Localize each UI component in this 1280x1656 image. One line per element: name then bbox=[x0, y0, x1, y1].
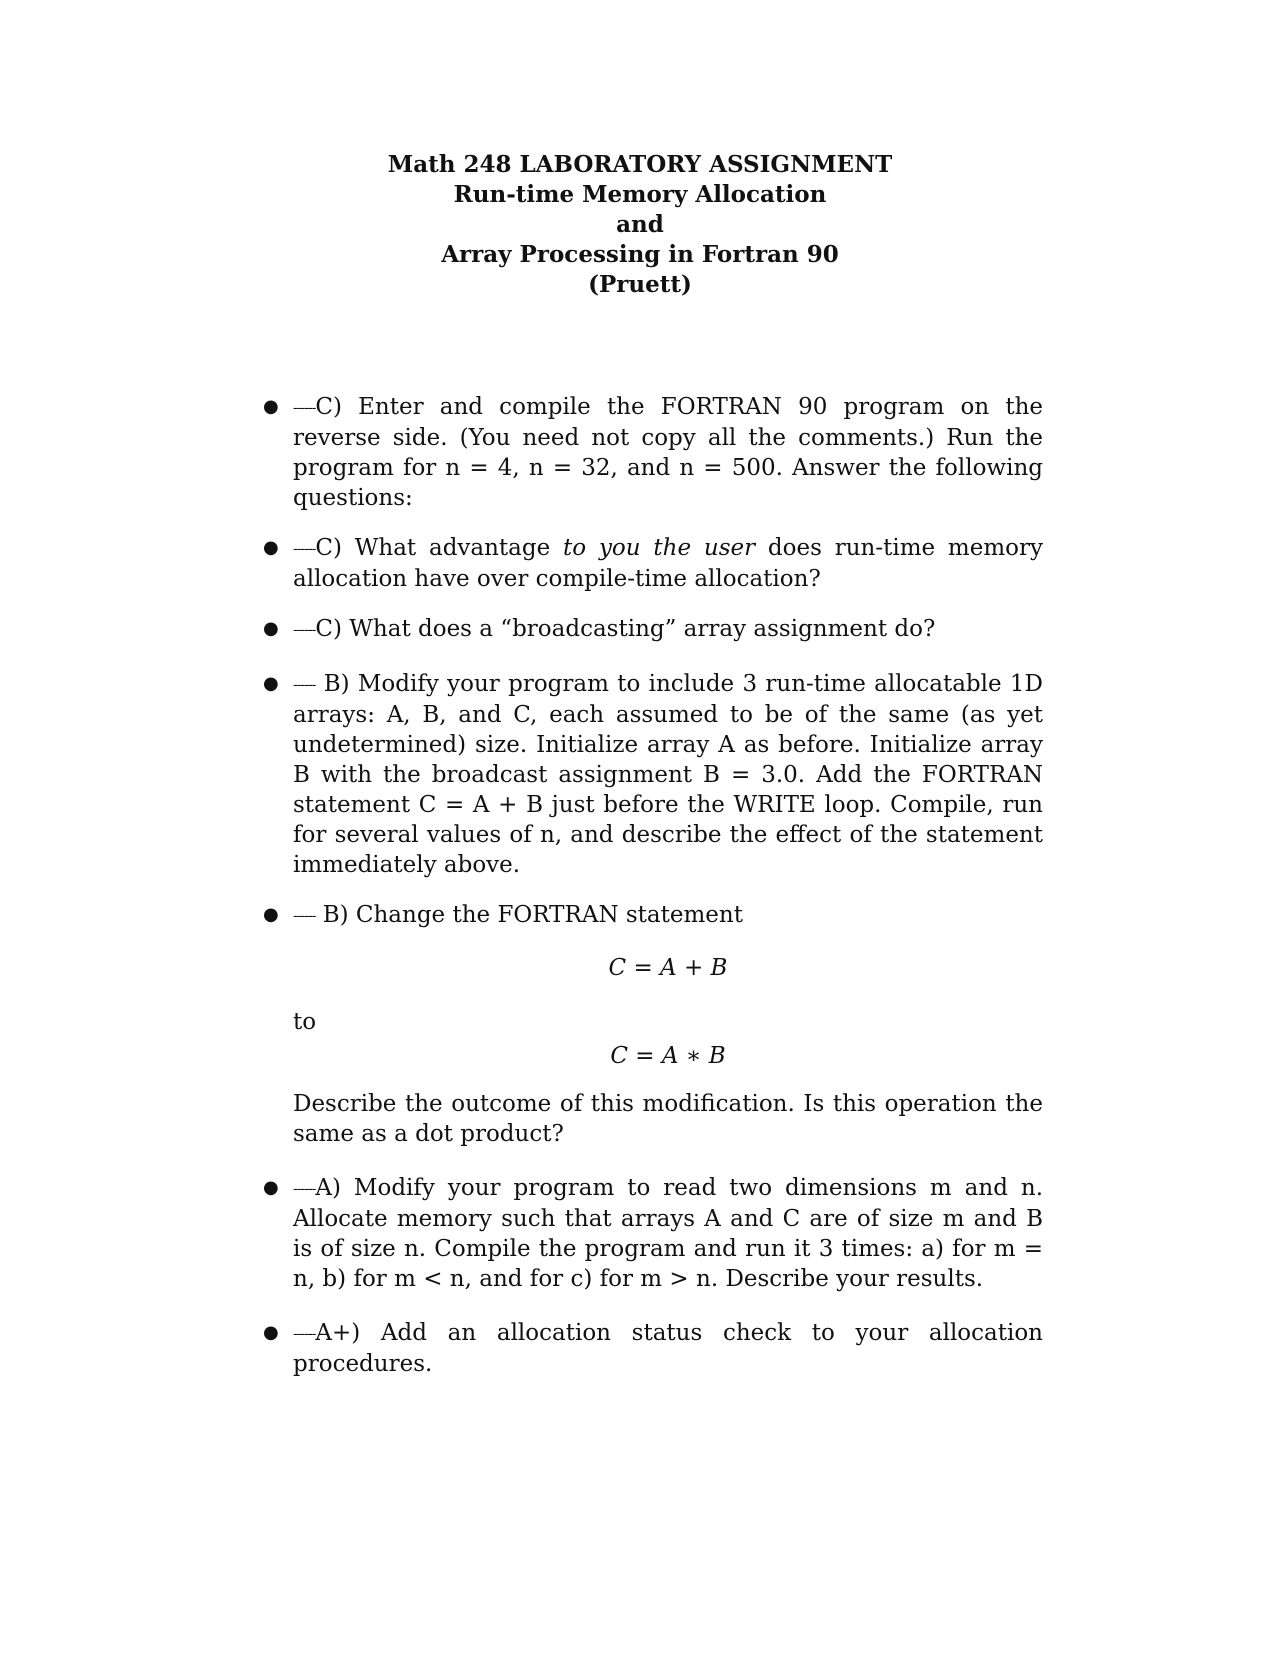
grade-blank: ------ bbox=[293, 908, 316, 924]
grade-blank: ------ bbox=[293, 622, 316, 638]
item-text: A+) Add an allocation status check to your allocation procedures. bbox=[293, 1320, 1043, 1377]
item-text: C) What does a “broadcasting” array assignment do? bbox=[315, 616, 936, 642]
document-header bbox=[300, 150, 980, 300]
list-item bbox=[263, 900, 1043, 1149]
list-item bbox=[263, 669, 1043, 880]
item-text: to bbox=[293, 1009, 317, 1035]
list-item bbox=[263, 1318, 1043, 1379]
list-item bbox=[263, 1173, 1043, 1294]
item-text: B) Change the FORTRAN statement bbox=[315, 902, 743, 928]
header-subtitle-2: Array Processing in Fortran 90 bbox=[441, 241, 839, 268]
item-text: A) Modify your program to read two dimensions m and n. Allocate memory such that arrays A and C are of size m and B is of size n. Compile the program and run it 3 times: a) for m = n, b) for m < n, and for c) for m > n. Describe your results. bbox=[293, 1175, 1043, 1292]
bullet-icon: ● bbox=[263, 618, 279, 639]
item-text: does run-time memory allocation have over compile-time allocation? bbox=[293, 535, 1043, 592]
bullet-icon: ● bbox=[263, 904, 279, 925]
equation: C = A ∗ B bbox=[610, 1043, 726, 1069]
list-item bbox=[263, 392, 1043, 513]
bullet-icon: ● bbox=[263, 1322, 279, 1343]
grade-blank: ------ bbox=[293, 1181, 316, 1197]
item-text: C) What advantage bbox=[315, 535, 564, 561]
grade-blank: ------ bbox=[293, 677, 316, 693]
item-text: C) Enter and compile the FORTRAN 90 program on the reverse side. (You need not copy all the comments.) Run the program for n = 4, n = 32, and n = 500. Answer the following questions: bbox=[293, 394, 1043, 511]
header-author: (Pruett) bbox=[588, 271, 692, 298]
grade-blank: ------ bbox=[293, 400, 316, 416]
list-item bbox=[263, 614, 1043, 645]
header-conjunction: and bbox=[616, 211, 664, 238]
assignment-list bbox=[263, 392, 1043, 1379]
bullet-icon: ● bbox=[263, 537, 279, 558]
equation: C = A + B bbox=[608, 955, 728, 981]
item-text: Describe the outcome of this modification. Is this operation the same as a dot product? bbox=[293, 1091, 1043, 1147]
bullet-icon: ● bbox=[263, 396, 279, 417]
bullet-icon: ● bbox=[263, 1177, 279, 1198]
item-emphasis: to you the user bbox=[563, 535, 756, 561]
grade-blank: ------ bbox=[293, 1326, 316, 1342]
header-title: Math 248 LABORATORY ASSIGNMENT bbox=[387, 151, 893, 178]
bullet-icon: ● bbox=[263, 673, 279, 694]
header-subtitle: Run-time Memory Allocation bbox=[453, 181, 827, 208]
item-text: B) Modify your program to include 3 run-time allocatable 1D arrays: A, B, and C, each assumed to be of the same (as yet undetermined) size. Initialize array A as before. Initialize array B with the broadcast assignment B = 3.0. Add the FORTRAN statement C = A + B just before the WRITE loop. Compile, run for several values of n, and describe the effect of the statement immediately above. bbox=[293, 671, 1043, 878]
list-item bbox=[263, 533, 1043, 594]
grade-blank: ------ bbox=[293, 541, 316, 557]
